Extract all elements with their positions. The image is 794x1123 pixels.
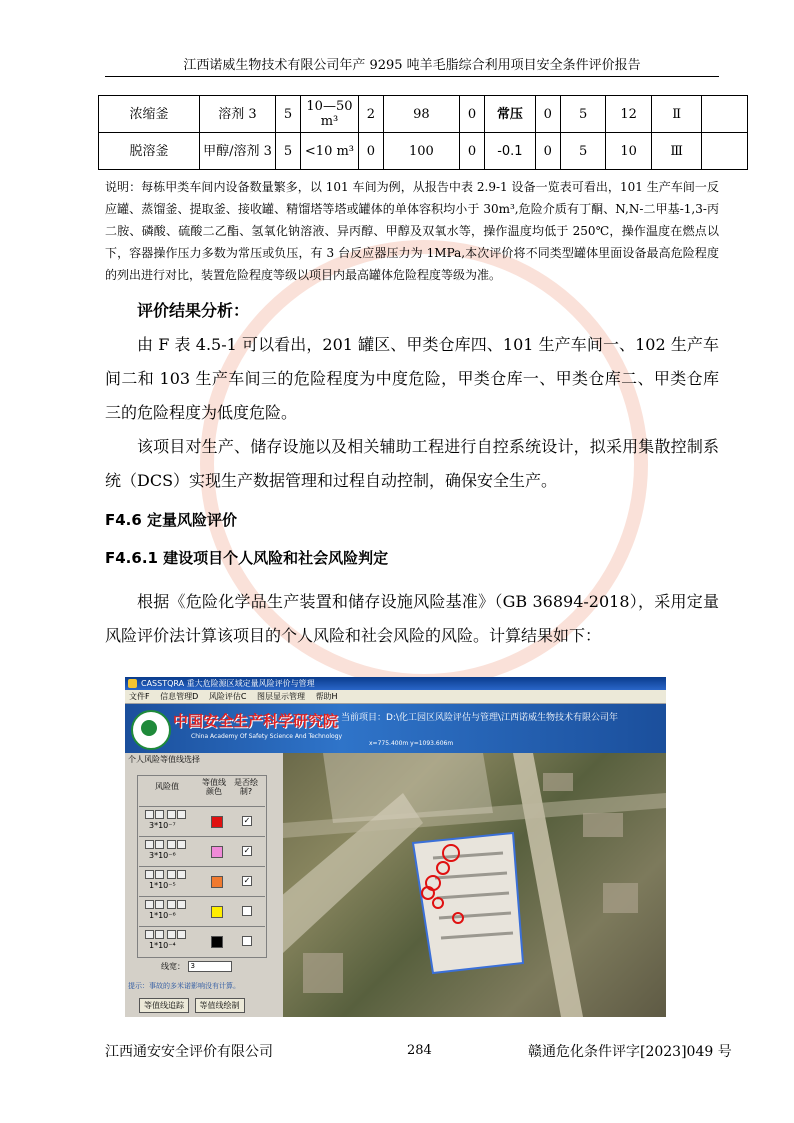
- qra-software-screenshot: [125, 677, 666, 1017]
- table-cell: 0: [535, 96, 560, 133]
- line-width-control: 线宽： 3: [161, 961, 232, 972]
- section-paragraph: 根据《危险化学品生产装置和储存设施风险基准》（GB 36894-2018），采用定量风险评价法计算该项目的个人风险和社会风险的风险。计算结果如下：: [105, 592, 719, 645]
- table-cell: 甲醇/溶剂 3: [200, 133, 276, 170]
- adjust-arrows-icon[interactable]: [145, 870, 187, 881]
- contour-color-swatch[interactable]: [211, 846, 223, 858]
- banner-title: 中国安全生产科学研究院: [173, 712, 339, 730]
- table-cell: 12: [606, 96, 651, 133]
- contour-color-swatch[interactable]: [211, 876, 223, 888]
- table-cell: 0: [358, 133, 383, 170]
- page-header: 江西诺威生物技术有限公司年产 9295 吨羊毛脂综合利用项目安全条件评价报告: [183, 58, 641, 73]
- table-cell: 脱溶釜: [99, 133, 200, 170]
- table-cell: 5: [275, 133, 300, 170]
- table-cell: <10 m³: [301, 133, 359, 170]
- adjust-arrows-icon[interactable]: [145, 900, 187, 911]
- risk-contour-panel: [125, 753, 283, 1017]
- risk-level-row: [139, 896, 265, 926]
- trace-contour-button[interactable]: 等值线追踪: [139, 998, 189, 1013]
- satellite-map[interactable]: [283, 753, 666, 1017]
- app-banner: [125, 704, 666, 754]
- contour-color-swatch[interactable]: [211, 816, 223, 828]
- table-cell: 5: [275, 96, 300, 133]
- col-value-header: 风险值: [155, 782, 179, 791]
- academy-logo-icon: [131, 710, 171, 750]
- table-row: [99, 96, 748, 133]
- current-project: 当前项目：D:\化工园区风险评估与管理\江西诺威生物技术有限公司年: [341, 713, 619, 723]
- adjust-arrows-icon[interactable]: [145, 840, 187, 851]
- risk-value: 1*10⁻⁴: [149, 941, 176, 950]
- table-cell: 0: [459, 96, 484, 133]
- draw-checkbox[interactable]: ✓: [243, 816, 251, 825]
- menu-layer[interactable]: 图层显示管理: [257, 692, 306, 701]
- table-cell: -0.1: [485, 133, 536, 170]
- header-divider: [105, 76, 719, 77]
- risk-level-row: [139, 926, 265, 956]
- table-cell: 常压: [485, 96, 536, 133]
- table-cell: 浓缩釜: [99, 96, 200, 133]
- section-heading: F4.6 定量风险评价: [105, 511, 238, 529]
- table-row: [99, 133, 748, 170]
- risk-level-row: [139, 866, 265, 896]
- hint-text: 提示：事故的多米诺影响没有计算。: [128, 982, 240, 990]
- table-cell: 10—50 m³: [301, 96, 359, 133]
- line-width-select[interactable]: 3: [188, 961, 232, 972]
- banner-subtitle: China Academy Of Safety Science And Technology: [191, 733, 343, 740]
- table-cell: 溶剂 3: [200, 96, 276, 133]
- col-draw-header: 是否绘制?: [234, 778, 258, 796]
- table-note: 说明：每栋甲类车间内设备数量繁多，以 101 车间为例，从报告中表 2.9-1 设备一览表可看出，101 生产车间一反应罐、蒸馏釜、提取釜、接收罐、精馏塔等塔或罐体的单体容积均小于 30m³,危险介质有丁酮、N,N-二甲基-1,3-丙二胺、磷酸、硫酸二乙酯、氢氧化钠溶液、异丙醇、甲醇及双氧水等，操作温度均低于 250℃，操作温度在燃点以下，容器操作压力多数为常压或负压，有 3 台反应器压力为 1MPa,本次评价将不同类型罐体里面设备最高危险程度的列出进行对比，装置危险程度等级以项目内最高罐体危险程度等级为准。: [105, 180, 719, 282]
- draw-checkbox[interactable]: [242, 936, 252, 946]
- risk-value: 3*10⁻⁶: [149, 851, 176, 860]
- table-cell: Ⅱ: [651, 96, 702, 133]
- risk-value: 1*10⁻⁶: [149, 911, 176, 920]
- contour-color-swatch[interactable]: [211, 936, 223, 948]
- page-number: 284: [407, 1043, 432, 1058]
- draw-checkbox[interactable]: [242, 906, 252, 916]
- draw-checkbox[interactable]: ✓: [243, 876, 251, 885]
- table-cell: [702, 133, 748, 170]
- map-overlay: [283, 753, 666, 1017]
- app-icon: [128, 679, 137, 688]
- equipment-table: [98, 95, 748, 170]
- app-title-bar: CASSTQRA 重大危险源区域定量风险评价与管理: [125, 677, 666, 690]
- menu-info[interactable]: 信息管理D: [160, 692, 199, 701]
- app-menubar: [125, 690, 666, 704]
- analysis-paragraph-1: 由 F 表 4.5-1 可以看出，201 罐区、甲类仓库四、101 生产车间一、102 生产车间二和 103 生产车间三的危险程度为中度危险，甲类仓库一、甲类仓库二、甲类仓库三的危险程度为低度危险。: [105, 335, 719, 422]
- table-cell: 10: [606, 133, 651, 170]
- analysis-block: [105, 294, 719, 498]
- menu-help[interactable]: 帮助H: [315, 692, 338, 701]
- subsection-heading: F4.6.1 建设项目个人风险和社会风险判定: [105, 549, 389, 567]
- analysis-paragraph-2: 该项目对生产、储存设施以及相关辅助工程进行自控系统设计，拟采用集散控制系统（DCS）实现生产数据管理和过程自动控制，确保安全生产。: [105, 437, 719, 490]
- menu-file[interactable]: 文件F: [129, 692, 150, 701]
- adjust-arrows-icon[interactable]: [145, 930, 187, 941]
- contour-color-swatch[interactable]: [211, 906, 223, 918]
- risk-value: 1*10⁻⁵: [149, 881, 176, 890]
- table-cell: Ⅲ: [651, 133, 702, 170]
- coordinate-readout: x=775.400m y=1093.606m: [369, 740, 454, 747]
- table-cell: 0: [535, 133, 560, 170]
- table-cell: 0: [459, 133, 484, 170]
- panel-title: 个人风险等值线选择: [128, 755, 200, 764]
- table-cell: [702, 96, 748, 133]
- contour-group: [137, 775, 267, 958]
- table-cell: 2: [358, 96, 383, 133]
- draw-checkbox[interactable]: ✓: [243, 846, 251, 855]
- table-cell: 5: [560, 96, 605, 133]
- risk-value: 3*10⁻⁷: [149, 821, 176, 830]
- analysis-title: 评价结果分析：: [137, 301, 250, 320]
- col-color-header: 等值线颜色: [202, 778, 226, 796]
- table-cell: 98: [384, 96, 460, 133]
- table-cell: 5: [560, 133, 605, 170]
- draw-contour-button[interactable]: 等值线绘制: [195, 998, 245, 1013]
- risk-level-row: [139, 806, 265, 836]
- footer-company: 江西通安安全评价有限公司: [105, 1044, 273, 1060]
- risk-level-row: [139, 836, 265, 866]
- adjust-arrows-icon[interactable]: [145, 810, 187, 821]
- panel-buttons: [139, 998, 248, 1013]
- table-cell: 100: [384, 133, 460, 170]
- report-number: 赣通危化条件评字[2023]049 号: [528, 1044, 732, 1060]
- menu-risk[interactable]: 风险评估C: [208, 692, 247, 701]
